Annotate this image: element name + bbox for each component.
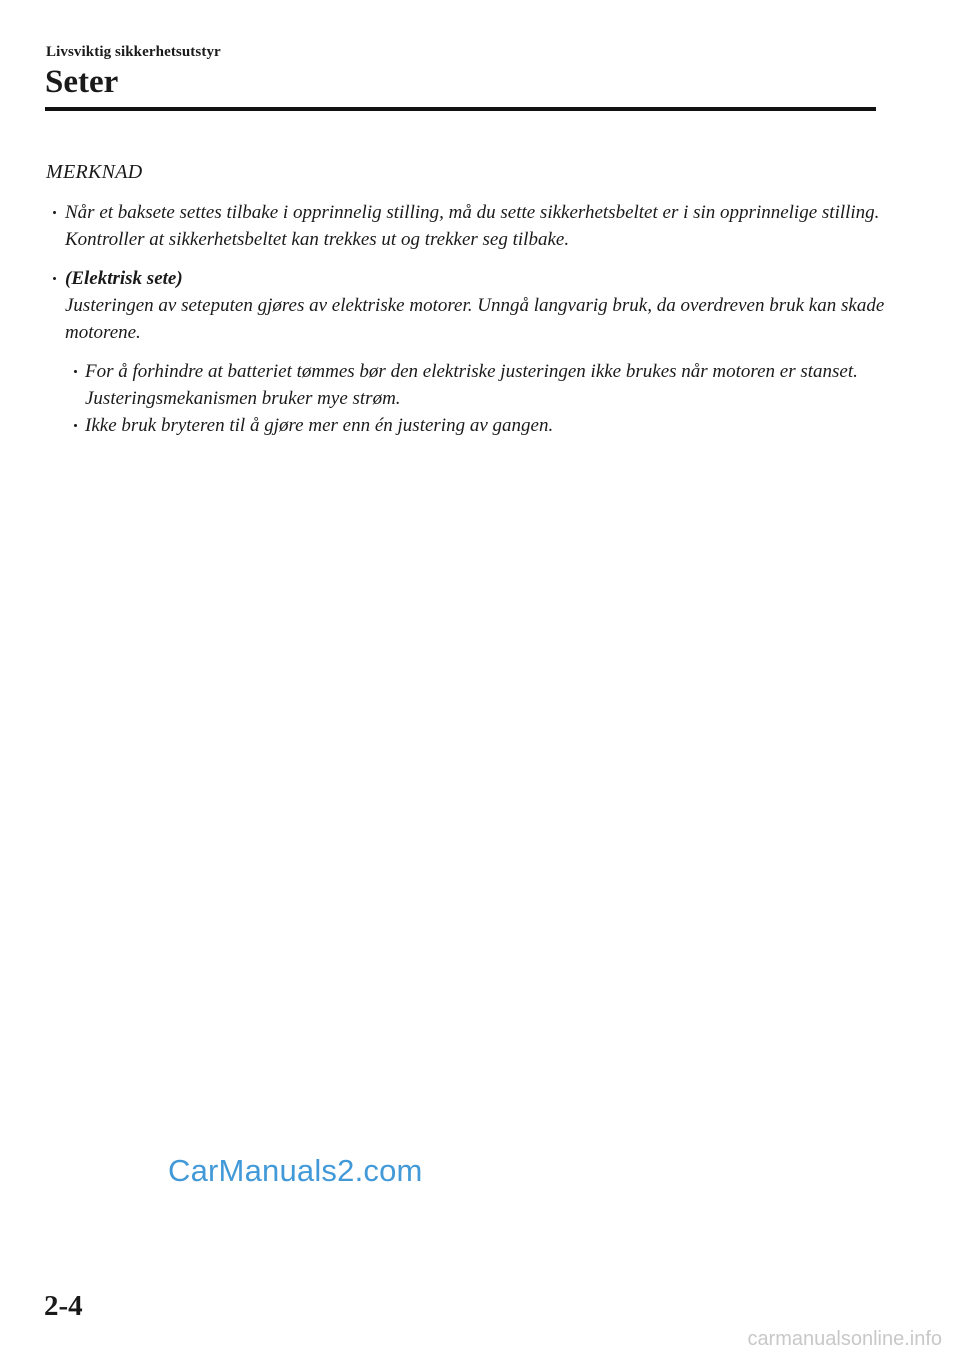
note-heading: MERKNAD — [46, 161, 143, 183]
section-label: Livsviktig sikkerhetsutstyr — [46, 44, 221, 60]
note-sub-list — [67, 358, 886, 439]
note-sub-item-text: Ikke bruk bryteren til å gjøre mer enn én justering av gangen. — [85, 415, 554, 436]
title-divider — [45, 107, 876, 111]
note-item-text: Når et baksete settes tilbake i opprinnelig stilling, må du sette sikkerhetsbeltet er i sin opprinnelige stilling. Kontroller at sikkerhetsbeltet kan trekkes ut og trekker seg tilbake. — [65, 202, 880, 250]
bullet-icon — [74, 370, 77, 373]
note-sub-item — [67, 358, 886, 412]
note-item — [46, 199, 886, 253]
note-item-heading: (Elektrisk sete) — [65, 268, 183, 289]
site-watermark: carmanualsonline.info — [747, 1328, 942, 1350]
note-item-text: Justeringen av seteputen gjøres av elektriske motorer. Unngå langvarig bruk, da overdreven bruk kan skade motorene. — [65, 295, 885, 343]
note-body — [46, 199, 886, 439]
note-item — [46, 265, 886, 439]
bullet-icon — [53, 211, 56, 214]
note-sub-item — [67, 412, 886, 439]
page-title: Seter — [45, 64, 119, 100]
bullet-icon — [53, 277, 56, 280]
bullet-icon — [74, 424, 77, 427]
note-sub-item-text: For å forhindre at batteriet tømmes bør den elektriske justeringen ikke brukes når motoren er stanset. Justeringsmekanismen bruker mye strøm. — [85, 361, 858, 409]
watermark-logo: CarManuals2.com — [168, 1153, 423, 1188]
page-number: 2-4 — [44, 1290, 83, 1322]
